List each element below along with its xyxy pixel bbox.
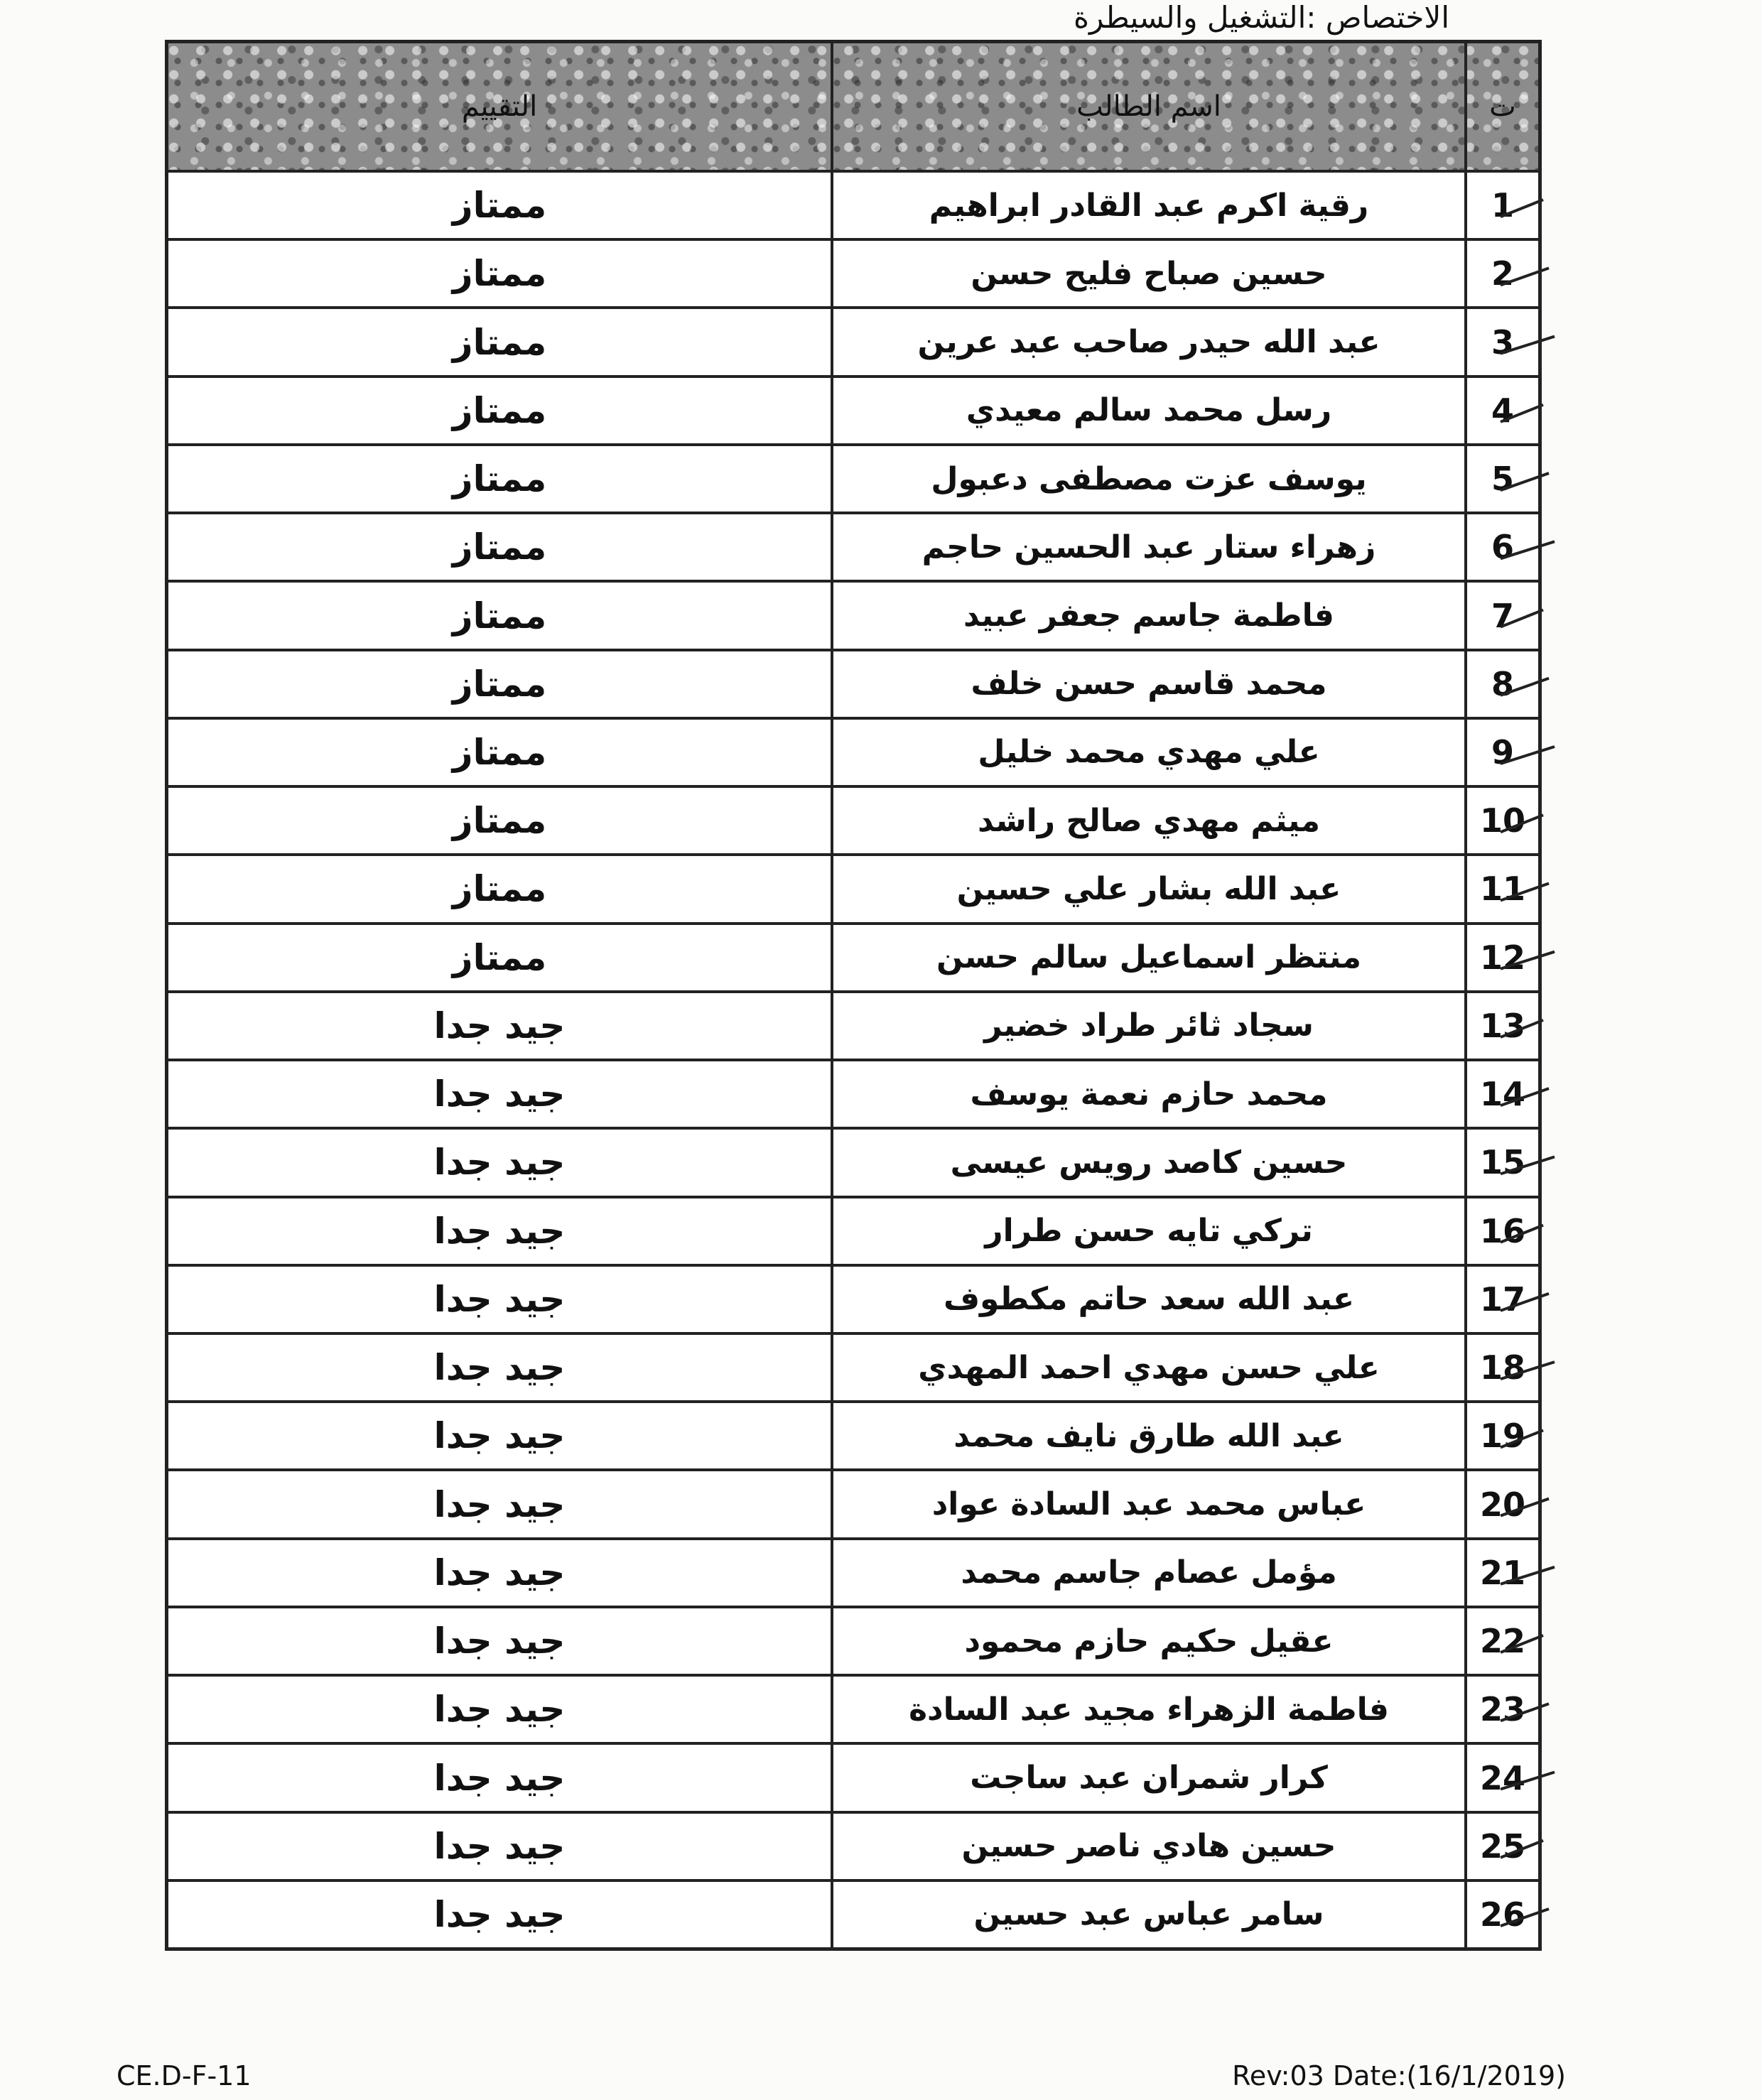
row-number: 10 [1464, 788, 1538, 853]
student-grade: جيد جدا [433, 1757, 566, 1799]
row-number: 26 [1464, 1882, 1538, 1947]
student-name: عبد الله سعد حاتم مكطوف [831, 1267, 1464, 1332]
table-row [168, 785, 1538, 853]
student-name: تركي تايه حسن طرار [831, 1198, 1464, 1264]
student-grade: جيد جدا [433, 1142, 566, 1184]
student-grade: ممتاز [452, 185, 547, 227]
student-grade: جيد جدا [433, 1620, 566, 1662]
student-name: حسين صباح فليح حسن [831, 241, 1464, 306]
student-name: رسل محمد سالم معيدي [831, 378, 1464, 443]
student-name: حسين هادي ناصر حسين [831, 1814, 1464, 1879]
row-number: 18 [1464, 1335, 1538, 1400]
table-row [168, 1127, 1538, 1195]
student-grade: جيد جدا [433, 1210, 566, 1252]
students-table [165, 40, 1542, 1951]
student-name: سامر عباس عبد حسين [831, 1882, 1464, 1947]
row-number: 13 [1464, 993, 1538, 1059]
table-row [168, 1400, 1538, 1468]
table-row [168, 1332, 1538, 1400]
table-header [168, 43, 1538, 170]
student-grade: جيد جدا [433, 1552, 566, 1593]
row-number: 5 [1464, 446, 1538, 512]
row-number: 2 [1464, 241, 1538, 306]
table-row [168, 1811, 1538, 1879]
table-row [168, 375, 1538, 443]
row-number: 22 [1464, 1608, 1538, 1674]
student-name: عقيل حكيم حازم محمود [831, 1608, 1464, 1674]
student-name: زهراء ستار عبد الحسين حاجم [831, 514, 1464, 580]
student-grade: جيد جدا [433, 1483, 566, 1525]
student-grade: ممتاز [452, 321, 547, 363]
student-name: عبد الله بشار علي حسين [831, 856, 1464, 921]
table-row [168, 238, 1538, 306]
student-grade: ممتاز [452, 800, 547, 842]
student-name: مؤمل عصام جاسم محمد [831, 1540, 1464, 1606]
table-row [168, 306, 1538, 374]
row-number: 9 [1464, 720, 1538, 785]
student-grade: ممتاز [452, 731, 547, 773]
row-number: 21 [1464, 1540, 1538, 1606]
row-number: 19 [1464, 1403, 1538, 1468]
table-row [168, 1537, 1538, 1606]
student-name: محمد حازم نعمة يوسف [831, 1061, 1464, 1127]
row-number: 12 [1464, 925, 1538, 990]
table-row [168, 1742, 1538, 1810]
header-grade: التقييم [461, 90, 538, 123]
student-grade: ممتاز [452, 663, 547, 705]
table-row [168, 922, 1538, 990]
table-row [168, 443, 1538, 512]
table-row [168, 990, 1538, 1059]
form-code: CE.D-F-11 [117, 2060, 252, 2091]
student-grade: جيد جدا [433, 1415, 566, 1457]
row-number: 14 [1464, 1061, 1538, 1127]
student-name: عبد الله حيدر صاحب عبد عرين [831, 309, 1464, 374]
row-number: 4 [1464, 378, 1538, 443]
student-grade: ممتاز [452, 389, 547, 431]
table-row [168, 170, 1538, 238]
student-name: محمد قاسم حسن خلف [831, 651, 1464, 717]
student-grade: جيد جدا [433, 1347, 566, 1389]
student-grade: ممتاز [452, 526, 547, 568]
row-number: 3 [1464, 309, 1538, 374]
row-number: 1 [1464, 173, 1538, 238]
student-name: رقية اكرم عبد القادر ابراهيم [831, 173, 1464, 238]
student-grade: جيد جدا [433, 1073, 566, 1115]
student-name: حسين كاصد رويس عيسى [831, 1130, 1464, 1195]
student-name: ميثم مهدي صالح راشد [831, 788, 1464, 853]
table-row [168, 1196, 1538, 1264]
student-name: كرار شمران عبد ساجت [831, 1745, 1464, 1810]
student-grade: ممتاز [452, 253, 547, 295]
table-row [168, 512, 1538, 580]
header-student-name: اسم الطالب [831, 43, 1464, 170]
student-grade: جيد جدا [433, 1005, 566, 1046]
row-number: 11 [1464, 856, 1538, 921]
student-grade: ممتاز [452, 868, 547, 910]
row-number: 6 [1464, 514, 1538, 580]
student-grade: جيد جدا [433, 1825, 566, 1867]
student-grade: ممتاز [452, 458, 547, 500]
row-number: 24 [1464, 1745, 1538, 1810]
table-row [168, 853, 1538, 921]
table-row [168, 1264, 1538, 1332]
student-grade: جيد جدا [433, 1278, 566, 1320]
row-number: 8 [1464, 651, 1538, 717]
student-name: عباس محمد عبد السادة عواد [831, 1471, 1464, 1537]
student-name: علي مهدي محمد خليل [831, 720, 1464, 785]
header-number: ت [1464, 43, 1538, 170]
row-number: 17 [1464, 1267, 1538, 1332]
table-row [168, 1879, 1538, 1947]
table-row [168, 580, 1538, 648]
student-grade: ممتاز [452, 936, 547, 978]
student-grade: جيد جدا [433, 1689, 566, 1731]
student-grade: جيد جدا [433, 1893, 566, 1935]
table-row [168, 1468, 1538, 1537]
row-number: 15 [1464, 1130, 1538, 1195]
row-number: 7 [1464, 583, 1538, 648]
student-name: منتظر اسماعيل سالم حسن [831, 925, 1464, 990]
row-number: 16 [1464, 1198, 1538, 1264]
student-grade: ممتاز [452, 595, 547, 637]
student-name: سجاد ثائر طراد خضير [831, 993, 1464, 1059]
row-number: 20 [1464, 1471, 1538, 1537]
student-name: علي حسن مهدي احمد المهدي [831, 1335, 1464, 1400]
student-name: يوسف عزت مصطفى دعبول [831, 446, 1464, 512]
row-number: 23 [1464, 1677, 1538, 1742]
table-row [168, 717, 1538, 785]
table-row [168, 649, 1538, 717]
table-row [168, 1674, 1538, 1742]
student-name: فاطمة الزهراء مجيد عبد السادة [831, 1677, 1464, 1742]
table-row [168, 1059, 1538, 1127]
table-row [168, 1606, 1538, 1674]
row-number: 25 [1464, 1814, 1538, 1879]
student-name: فاطمة جاسم جعفر عبيد [831, 583, 1464, 648]
specialty-heading: الاختصاص :التشغيل والسيطرة [1074, 0, 1449, 35]
revision-date: Rev:03 Date:(16/1/2019) [1232, 2060, 1566, 2091]
student-name: عبد الله طارق نايف محمد [831, 1403, 1464, 1468]
